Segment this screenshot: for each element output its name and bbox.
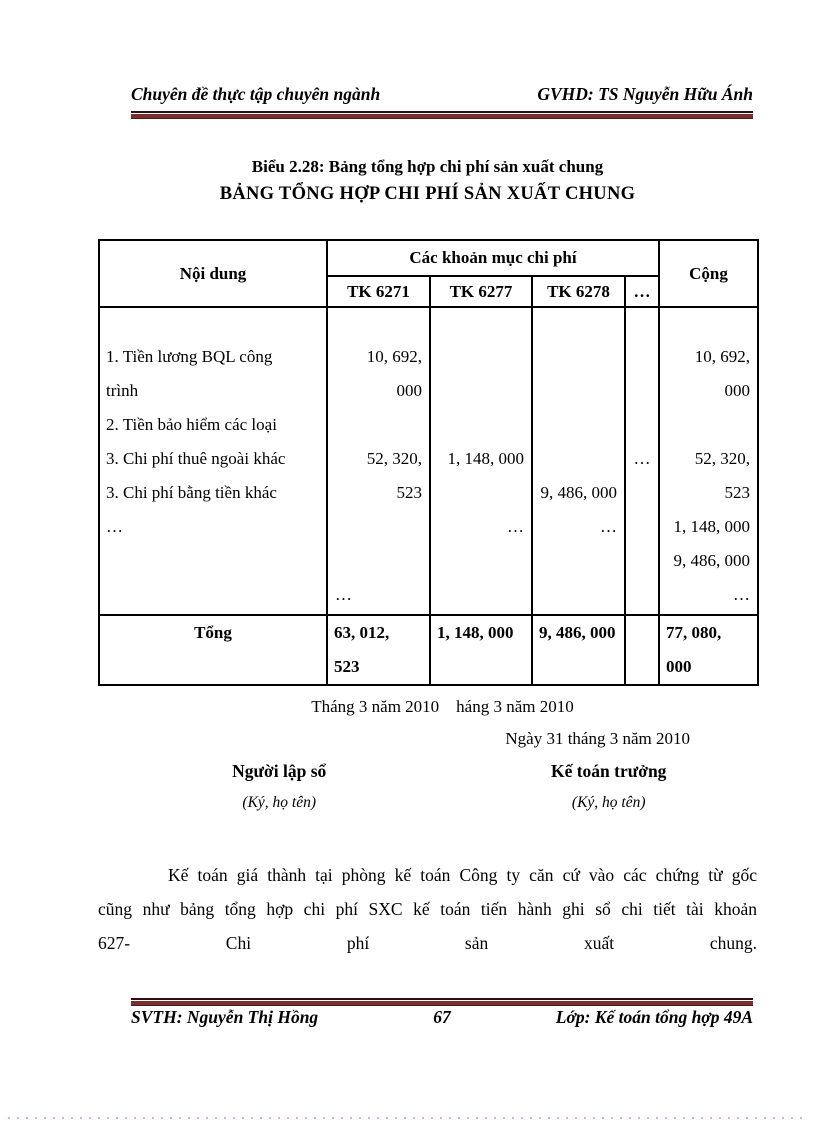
body-line: [431, 408, 531, 442]
page-footer: [131, 1007, 753, 1028]
body-line: 9, 486, 000: [673, 551, 751, 570]
body-line: …: [733, 585, 751, 604]
body-line: [626, 374, 658, 408]
total-value: 77, 080,: [666, 623, 722, 642]
body-line: [626, 340, 658, 374]
col-header-tk6277: TK 6277: [430, 276, 532, 307]
paragraph-line: cũng như bảng tổng hợp chi phí SXC kế toán tiến hành ghi sổ chi tiết tài khoản: [98, 899, 757, 919]
body-line: [100, 544, 326, 578]
doc-title: Biểu 2.28: Bảng tổng hợp chi phí sản xuất chung: [251, 157, 604, 176]
body-line: [328, 544, 429, 578]
paragraph-last-line: [98, 926, 757, 960]
body-cell-dots: [625, 307, 659, 615]
paragraph-word: sản: [464, 933, 489, 953]
date-line: Ngày 31 tháng 3 năm 2010: [505, 729, 690, 748]
body-line: [533, 578, 624, 612]
body-cell-noi-dung: [99, 307, 327, 615]
body-line: 523: [724, 483, 751, 502]
body-line: …: [633, 449, 651, 468]
col-group-header: Các khoản mục chi phí: [327, 240, 659, 276]
body-line: 9, 486, 000: [540, 483, 617, 502]
body-line: [533, 374, 624, 408]
body-line: [626, 510, 658, 544]
body-line: [533, 340, 624, 374]
body-line: [431, 476, 531, 510]
footer-right-text: Lớp: Kế toán tổng hợp 49A: [555, 1007, 753, 1027]
body-line: …: [507, 517, 524, 536]
body-line: [626, 476, 658, 510]
paragraph-word: 627-: [98, 933, 131, 953]
header-right-text: GVHD: TS Nguyễn Hữu Ánh: [537, 84, 753, 104]
signature-right-title: Kế toán trưởng: [550, 761, 667, 781]
body-cell-tk6278: [532, 307, 625, 615]
col-header-tk6271: TK 6271: [327, 276, 430, 307]
total-cell-tk6271: [327, 615, 430, 685]
body-line: 2. Tiền bảo hiểm các loại: [106, 415, 277, 434]
body-line: [431, 374, 531, 408]
col-header-dots: …: [625, 276, 659, 307]
body-line: trình: [106, 381, 139, 400]
total-cell-label: [99, 615, 327, 685]
paragraph-word: phí: [346, 933, 370, 953]
body-line: [328, 408, 429, 442]
body-line: 1, 148, 000: [673, 517, 751, 536]
body-cell-tk6277: [430, 307, 532, 615]
body-line: [431, 340, 531, 374]
body-line: [626, 578, 658, 612]
body-line: [328, 510, 429, 544]
paragraph-word: xuất: [583, 933, 615, 953]
footer-rule: [131, 998, 753, 1006]
total-value: 9, 486, 000: [539, 623, 616, 642]
col-header-tk6278: TK 6278: [532, 276, 625, 307]
total-value: 000: [666, 657, 692, 676]
body-line: [626, 408, 658, 442]
body-line: 10, 692,: [366, 347, 422, 366]
body-line: [431, 544, 531, 578]
total-value: 63, 012,: [334, 623, 390, 642]
total-cell-dots: [625, 615, 659, 685]
page-header: [131, 84, 753, 105]
signature-notes-row: [98, 794, 757, 812]
doc-title-caps: BẢNG TỔNG HỢP CHI PHÍ SẢN XUẤT CHUNG: [219, 184, 636, 204]
body-line: [100, 578, 326, 612]
body-line: …: [106, 517, 123, 536]
table-total-row: [99, 615, 758, 685]
total-cell-tk6278: [532, 615, 625, 685]
header-rule: [131, 111, 753, 119]
signature-note-right: (Ký, họ tên): [571, 794, 646, 811]
body-line: 000: [724, 381, 751, 400]
header-left-text: Chuyên đề thực tập chuyên ngành: [131, 84, 381, 104]
body-line: [533, 442, 624, 476]
cost-summary-table: [98, 239, 759, 686]
signature-titles-row: [98, 761, 757, 782]
total-value: 1, 148, 000: [437, 623, 514, 642]
body-line: [533, 408, 624, 442]
paragraph-word: Chi: [225, 933, 252, 953]
total-cell-tk6277: [430, 615, 532, 685]
paragraph-word: chung.: [709, 933, 757, 953]
body-line: 10, 692,: [694, 347, 751, 366]
total-label: Tổng: [194, 623, 232, 642]
total-cell-cong: [659, 615, 758, 685]
body-line: [660, 408, 757, 442]
col-header-noi-dung: Nội dung: [99, 240, 327, 307]
page-number: 67: [433, 1007, 451, 1027]
page-bottom-dotted-line: [8, 1117, 808, 1119]
footer-left-text: SVTH: Nguyễn Thị Hồng: [131, 1007, 319, 1027]
body-cell-tk6271: [327, 307, 430, 615]
month-line: Tháng 3 năm 2010 háng 3 năm 2010: [311, 697, 574, 716]
total-value: [626, 616, 658, 650]
table-body-row: [99, 307, 758, 615]
body-line: 52, 320,: [366, 449, 422, 468]
body-line: …: [335, 585, 352, 604]
body-line: 1, 148, 000: [447, 449, 524, 468]
signature-left-title: Người lập sổ: [232, 761, 327, 781]
paragraph-line: Kế toán giá thành tại phòng kế toán Công ty căn cứ vào các chứng từ gốc: [168, 865, 757, 885]
body-line: …: [600, 517, 617, 536]
body-line: 000: [396, 381, 422, 400]
body-line: [431, 578, 531, 612]
table-group-header-row: [99, 240, 758, 276]
body-line: 1. Tiền lương BQL công: [106, 347, 273, 366]
body-paragraph: [98, 858, 757, 960]
body-cell-cong: [659, 307, 758, 615]
signature-note-left: (Ký, họ tên): [242, 794, 317, 811]
body-line: 3. Chi phí bằng tiền khác: [106, 483, 277, 502]
total-value: 523: [334, 657, 360, 676]
col-header-cong: Cộng: [659, 240, 758, 307]
body-line: 523: [396, 483, 422, 502]
body-line: 3. Chi phí thuê ngoài khác: [106, 449, 286, 468]
body-line: 52, 320,: [694, 449, 751, 468]
body-line: [626, 544, 658, 578]
body-line: [533, 544, 624, 578]
